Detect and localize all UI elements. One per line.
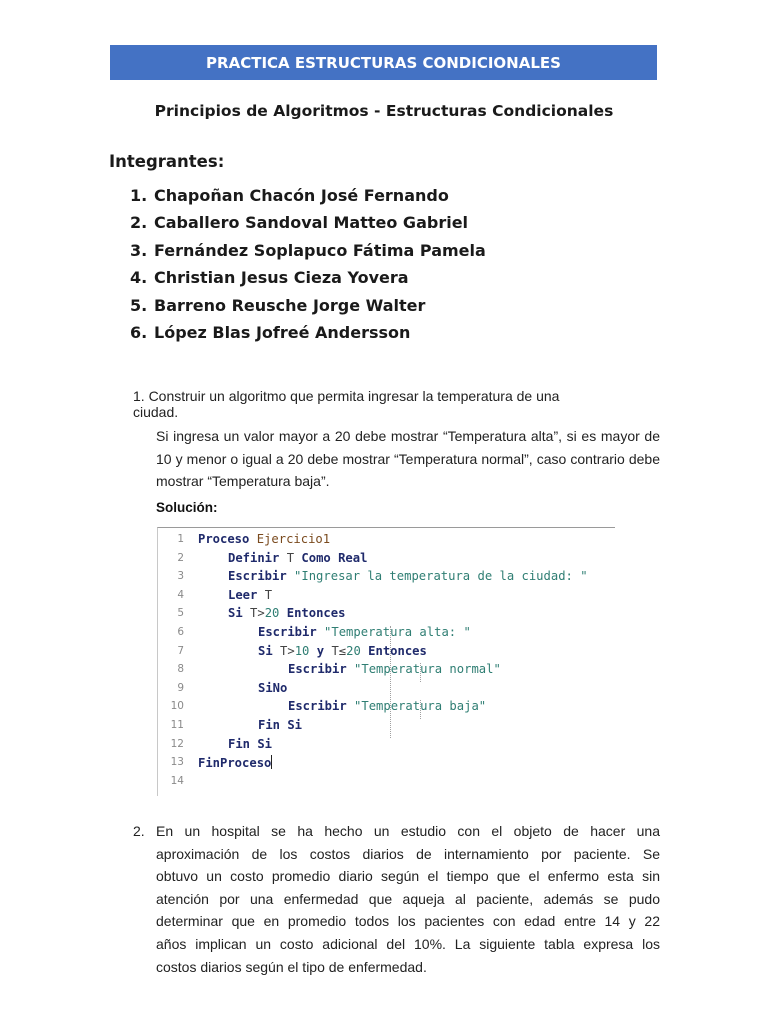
identifier: T (264, 587, 273, 602)
line-number: 6 (177, 626, 184, 638)
member-number: 3. (130, 240, 148, 260)
line-number: 1 (177, 533, 184, 545)
code-line (158, 773, 615, 792)
line-number: 11 (170, 719, 184, 731)
member-name: Christian Jesus Cieza Yovera (154, 268, 409, 288)
member-name: Barreno Reusche Jorge Walter (154, 295, 426, 315)
member-name: Fernández Soplapuco Fátima Pamela (154, 240, 486, 260)
keyword: Escribir (258, 625, 317, 639)
banner-title: PRACTICA ESTRUCTURAS CONDICIONALES (206, 53, 561, 72)
question2-line: aproximación de los costos diarios de internamiento por paciente. Se (156, 845, 660, 862)
code-line (158, 531, 615, 550)
number-literal: 10 (294, 643, 310, 658)
question2-body (156, 820, 660, 978)
code-line (158, 605, 615, 624)
team-member (130, 264, 486, 291)
member-name: Caballero Sandoval Matteo Gabriel (154, 213, 469, 233)
number-literal: 20 (264, 606, 280, 621)
question2-line: determinar que en promedio todos los pacientes con edad entre 14 y 22 (156, 913, 660, 930)
line-number: 5 (177, 607, 184, 620)
line-number: 4 (177, 588, 184, 601)
line-number: 2 (177, 551, 184, 564)
code-line (158, 680, 615, 699)
keyword: Escribir (288, 662, 347, 677)
keyword: Proceso (198, 532, 250, 546)
solution-label: Solución: (156, 500, 218, 515)
code-line (158, 754, 615, 773)
code-line (158, 587, 615, 606)
team-member (130, 182, 486, 209)
string-literal: "Temperatura alta: " (324, 625, 471, 639)
question1-line1: 1. Construir un algoritmo que permita ingresar la temperatura de una (133, 388, 560, 404)
condition: T> (250, 606, 265, 621)
team-member (130, 292, 486, 319)
question2-number: 2. (133, 823, 145, 839)
question2-line: costos diarios según el tipo de enfermedad. (156, 958, 427, 975)
code-line (158, 661, 615, 680)
process-name: Ejercicio1 (256, 532, 331, 546)
keyword: Como Real (301, 550, 368, 565)
line-number: 7 (177, 644, 184, 657)
question2-line: obtuvo un costo promedio diario según el tiempo que el enfermo esta sin (156, 868, 660, 885)
code-line (158, 698, 615, 717)
keyword: Definir (228, 550, 280, 565)
keyword: SiNo (258, 680, 288, 695)
code-line (158, 550, 615, 569)
keyword: Entonces (368, 643, 427, 658)
identifier: T (286, 550, 295, 565)
string-literal: "Temperatura normal" (354, 662, 501, 677)
line-number: 12 (170, 737, 184, 750)
line-number: 13 (170, 756, 184, 769)
keyword: Si (228, 606, 243, 621)
condition: T> (280, 643, 295, 658)
keyword: Si (258, 643, 273, 658)
code-line (158, 568, 615, 587)
keyword: Escribir (228, 569, 287, 584)
string-literal: "Ingresar la temperatura de la ciudad: " (294, 569, 588, 584)
code-line (158, 624, 615, 643)
line-number: 9 (177, 681, 184, 694)
keyword: y (316, 643, 325, 658)
keyword: Fin Si (258, 718, 303, 732)
line-number: 10 (170, 700, 184, 713)
keyword: Escribir (288, 699, 347, 714)
question1-body: Si ingresa un valor mayor a 20 debe mostrar “Temperatura alta”, si es mayor de 10 y menor o igual a 20 debe mostrar “Temperatura normal”, caso contrario debe mostrar “Temperatura baja”. (156, 428, 660, 490)
code-line (158, 736, 615, 755)
keyword: FinProceso (198, 756, 272, 771)
team-member (130, 319, 486, 346)
line-number: 14 (170, 774, 184, 787)
document-subtitle: Principios de Algoritmos - Estructuras Condicionales (154, 102, 614, 120)
line-number: 8 (177, 663, 184, 676)
code-editor (157, 527, 615, 796)
document-banner (110, 45, 657, 80)
string-literal: "Temperatura baja" (354, 699, 487, 714)
number-literal: 20 (346, 643, 361, 658)
team-member (130, 237, 486, 264)
question2-line: atención por una enfermedad que aqueja al paciente, además se pudo (156, 890, 660, 907)
question2-line: En un hospital se ha hecho un estudio con el objeto de hacer una (156, 823, 660, 839)
member-name: Chapoñan Chacón José Fernando (154, 186, 449, 205)
member-number: 2. (130, 213, 148, 233)
member-number: 1. (130, 186, 148, 205)
member-number: 4. (130, 268, 148, 288)
keyword: Leer (228, 587, 258, 602)
team-member (130, 209, 486, 236)
member-number: 6. (130, 322, 148, 342)
member-number: 5. (130, 295, 148, 315)
question1-line2: ciudad. (133, 404, 179, 420)
line-number: 3 (177, 570, 184, 583)
team-member-list (130, 182, 486, 346)
member-name: López Blas Jofreé Andersson (154, 322, 411, 342)
text-cursor (271, 755, 272, 769)
condition: T≤ (331, 643, 347, 658)
keyword: Fin Si (228, 736, 273, 751)
team-label: Integrantes: (109, 152, 225, 171)
code-line (158, 643, 615, 662)
keyword: Entonces (286, 606, 346, 621)
code-line (158, 717, 615, 736)
question2-line: años implican un costo adicional del 10%. La siguiente tabla expresa los (156, 935, 660, 952)
